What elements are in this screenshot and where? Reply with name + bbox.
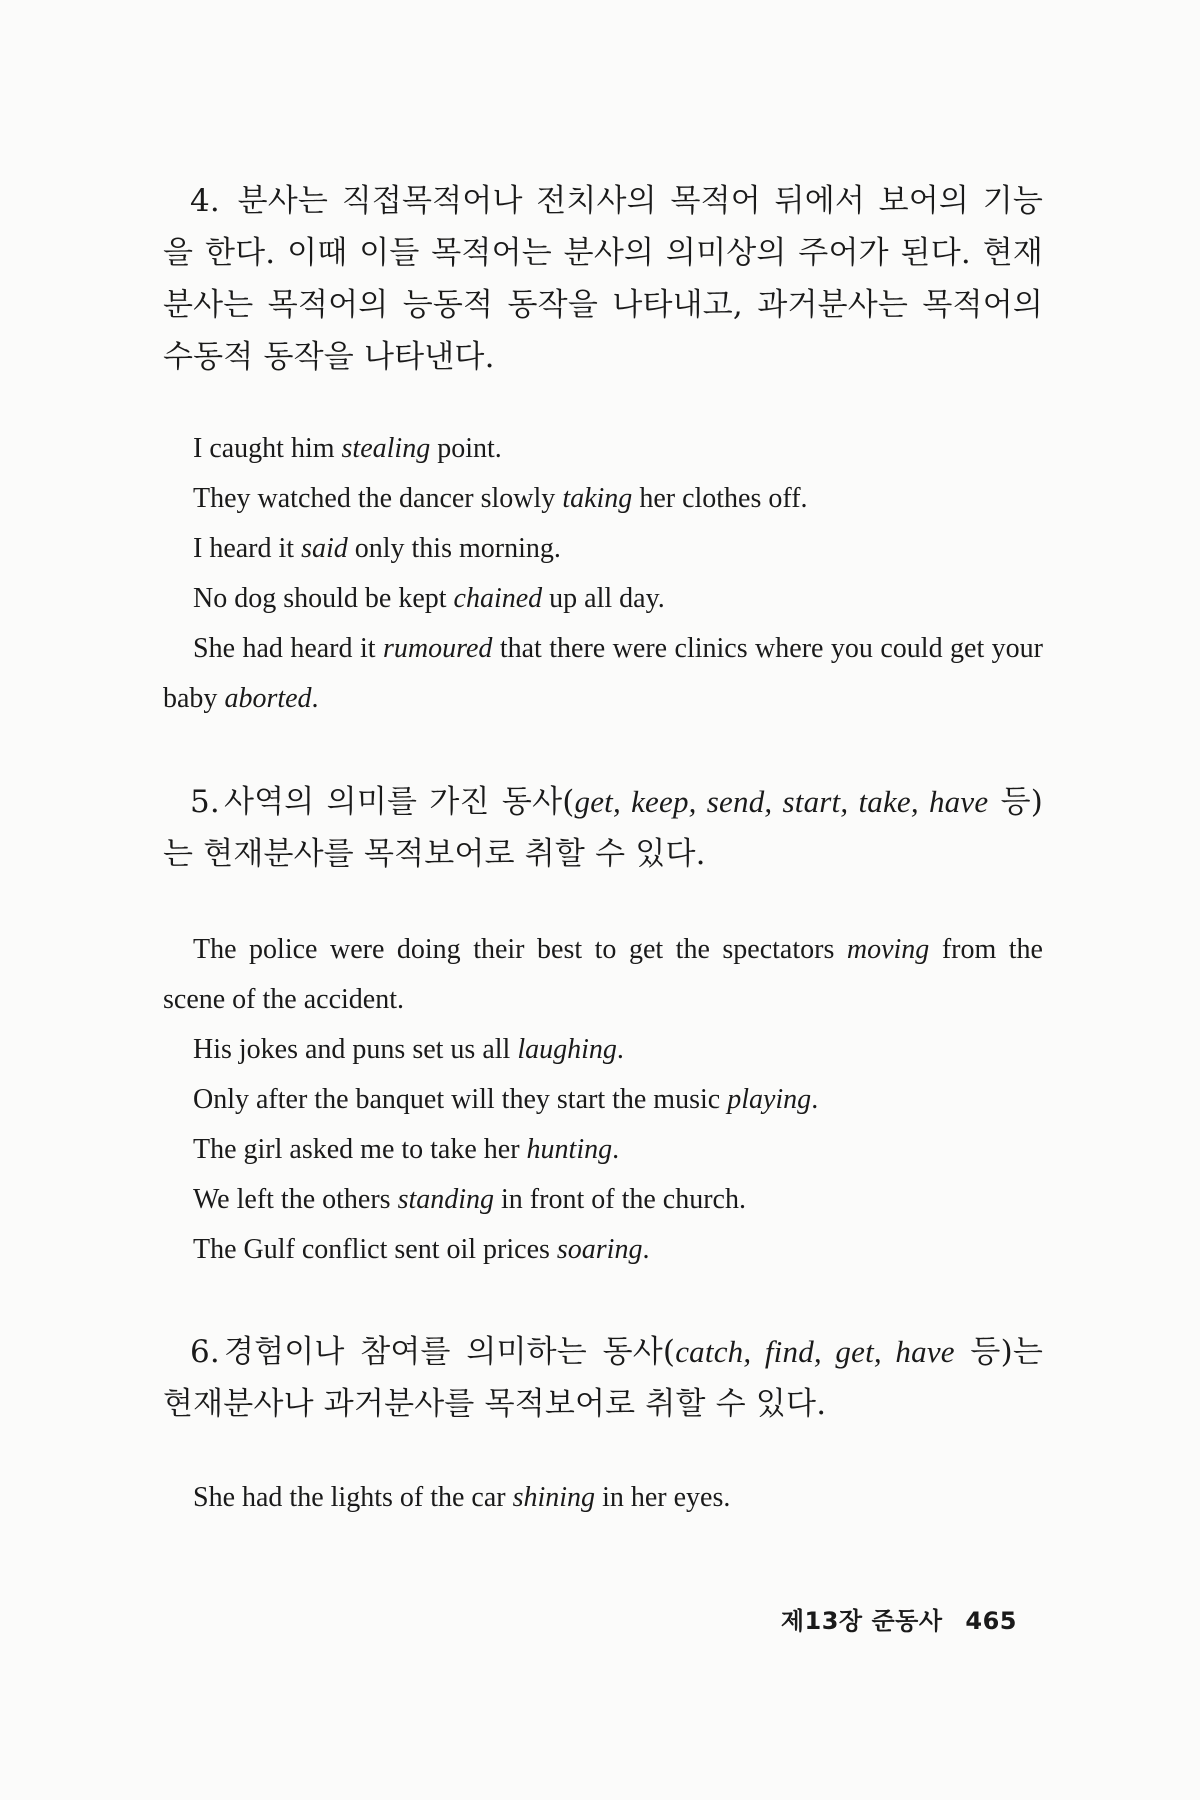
section-number: 6. <box>190 1334 220 1370</box>
participle: shining <box>512 1482 596 1513</box>
chapter-label: 제13장 준동사 <box>780 1607 943 1635</box>
section-6-heading <box>163 1326 1043 1430</box>
participle: aborted <box>224 683 312 714</box>
example-sentence: She had the lights of the car shining in her eyes. <box>193 1482 731 1513</box>
section-4-examples <box>163 424 1043 724</box>
section-text-end: 등)는 현재분사를 목적보어로 취할 수 있다. <box>163 784 1044 872</box>
page-number: 465 <box>965 1607 1017 1635</box>
section-number: 5. <box>190 784 220 820</box>
example-sentence: The police were doing their best to get the spectators moving from the scene of the accident. <box>163 934 1043 1015</box>
section-text: 경험이나 참여를 의미하는 동사( <box>223 1334 676 1370</box>
participle: laughing <box>517 1034 617 1065</box>
section-number: 4. <box>190 183 220 219</box>
page-footer <box>781 1601 1017 1636</box>
participle: chained <box>453 583 543 614</box>
example-sentence: The girl asked me to take her hunting. <box>193 1134 620 1165</box>
participle: hunting <box>526 1134 613 1165</box>
example-sentence: I caught him stealing point. <box>193 433 502 464</box>
participle: playing <box>727 1084 812 1115</box>
section-text-end: 등)는 현재분사나 과거분사를 목적보어로 취할 수 있다. <box>163 1334 1044 1422</box>
participle: soaring <box>556 1234 643 1265</box>
verb-list: catch, find, get, have <box>675 1334 955 1369</box>
example-sentence: Only after the banquet will they start the music playing. <box>193 1084 819 1115</box>
example-sentence: We left the others standing in front of the church. <box>193 1184 746 1215</box>
participle: moving <box>846 934 930 965</box>
participle: said <box>301 533 348 564</box>
section-text: 사역의 의미를 가진 동사( <box>223 784 575 820</box>
example-sentence: The Gulf conflict sent oil prices soaring. <box>193 1234 650 1265</box>
participle: rumoured <box>382 633 493 664</box>
example-sentence: They watched the dancer slowly taking her clothes off. <box>193 483 808 514</box>
section-5-heading <box>163 776 1043 880</box>
section-6-examples <box>163 1473 1043 1523</box>
section-text: 분사는 직접목적어나 전치사의 목적어 뒤에서 보어의 기능을 한다. 이때 이들 목적어는 분사의 의미상의 주어가 된다. 현재분사는 목적어의 능동적 동작을 나타내고, 과거분사는 목적어의 수동적 동작을 나타낸다. <box>163 183 1044 375</box>
example-sentence: She had heard it rumoured that there were clinics where you could get your baby aborted. <box>163 633 1043 714</box>
section-4-heading <box>163 175 1043 383</box>
verb-list: get, keep, send, start, take, have <box>574 784 989 819</box>
participle: stealing <box>341 433 431 464</box>
participle: taking <box>562 483 633 514</box>
section-5-examples <box>163 925 1043 1275</box>
example-sentence: No dog should be kept chained up all day. <box>193 583 665 614</box>
example-sentence: His jokes and puns set us all laughing. <box>193 1034 624 1065</box>
example-sentence: I heard it said only this morning. <box>193 533 561 564</box>
participle: standing <box>397 1184 495 1215</box>
